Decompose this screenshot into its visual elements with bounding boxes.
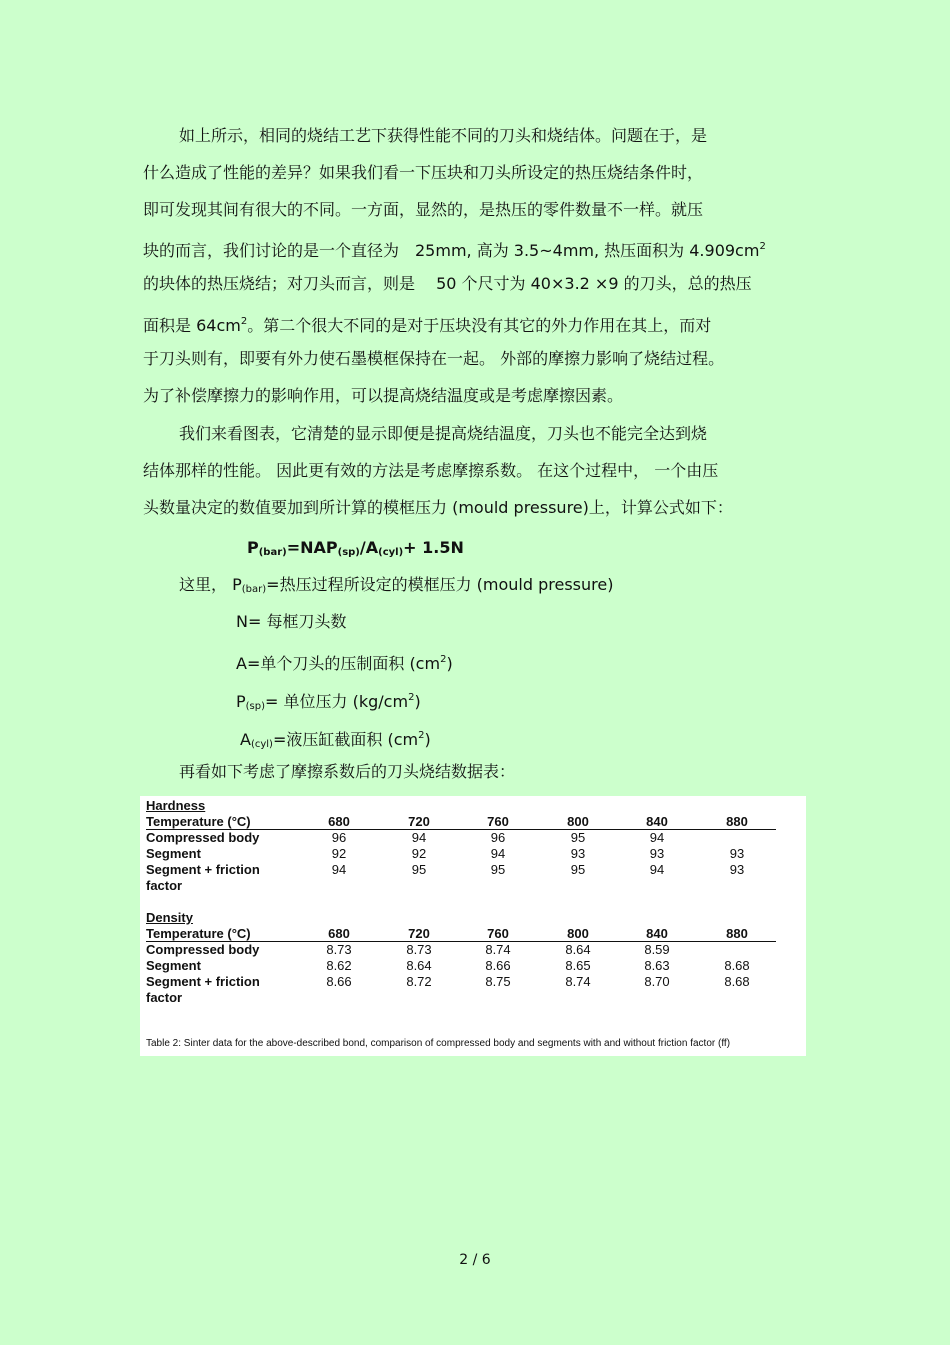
page-number: 2 / 6 [459, 1252, 491, 1268]
table-cell: 92 [411, 846, 427, 861]
table-cell: 94 [331, 862, 347, 877]
row-label-cont: factor [146, 878, 183, 893]
temp-label: Temperature (°C) [146, 814, 251, 829]
table-cell: 93 [729, 846, 745, 861]
paragraph-line: 我们来看图表，它清楚的显示即便是提高烧结温度，刀头也不能完全达到烧 [179, 424, 708, 443]
table-cell: 93 [729, 862, 745, 877]
table-cell: 96 [331, 830, 347, 845]
temp-header: 880 [726, 926, 748, 941]
row-label: Segment + friction [146, 974, 260, 989]
sinter-data-table [140, 796, 806, 1056]
table-cell: 8.74 [565, 974, 591, 989]
table-cell: 96 [490, 830, 506, 845]
temp-header: 800 [567, 926, 589, 941]
table-cell: 94 [411, 830, 427, 845]
row-label: Segment [146, 846, 201, 861]
temp-header: 760 [487, 814, 509, 829]
table-cell: 93 [570, 846, 586, 861]
definition-a: A=单个刀头的压制面积 $(cm^2)$ [236, 654, 453, 673]
paragraph-line: 块的而言，我们讨论的是一个直径为 25mm, 高为 3.5~4mm, 热压面积为 $4.909cm^2$ [143, 241, 766, 260]
table-cell: 8.66 [326, 974, 352, 989]
table-cell: 8.74 [485, 942, 511, 957]
temp-header: 760 [487, 926, 509, 941]
table-cell: 8.63 [644, 958, 670, 973]
table-cell: 8.62 [326, 958, 352, 973]
paragraph-line: 什么造成了性能的差异？如果我们看一下压块和刀头所设定的热压烧结条件时， [143, 163, 704, 182]
table-cell: 8.68 [724, 974, 750, 989]
table-cell: 8.73 [326, 942, 352, 957]
temp-header: 840 [646, 926, 668, 941]
table-cell: 8.70 [644, 974, 670, 989]
table-cell: 94 [490, 846, 506, 861]
table-cell: 95 [570, 862, 586, 877]
table-cell: 94 [649, 862, 665, 877]
paragraph-line: 头数量决定的数值要加到所计算的模框压力 (mould pressure)上，计算公式如下： [143, 498, 733, 517]
table-cell: 8.73 [406, 942, 432, 957]
paragraph-line: 即可发现其间有很大的不同。一方面，显然的，是热压的零件数量不一样。就压 [143, 200, 704, 219]
table-cell: 8.72 [406, 974, 432, 989]
table-intro: 再看如下考虑了摩擦系数后的刀头烧结数据表： [179, 762, 516, 781]
definition-intro: 这里， $P_{(bar)}=$热压过程所设定的模框压力 (mould pressure) [179, 575, 614, 595]
row-label: Segment + friction [146, 862, 260, 877]
table-cell: 93 [649, 846, 665, 861]
table-cell: 8.65 [565, 958, 591, 973]
table-cell: 8.75 [485, 974, 511, 989]
table-cell: 95 [411, 862, 427, 877]
table-cell: 92 [331, 846, 347, 861]
table-cell: 8.64 [406, 958, 432, 973]
paragraph-line: 面积是 $64cm^2$。第二个很大不同的是对于压块没有其它的外力作用在其上，而对 [143, 316, 712, 335]
paragraph-line: 为了补偿摩擦力的影响作用，可以提高烧结温度或是考虑摩擦因素。 [143, 386, 624, 405]
definition-psp: $P_{(sp)}=$ 单位压力 $(kg/cm^2)$ [236, 692, 421, 712]
table-cell: 8.64 [565, 942, 591, 957]
table-cell: 94 [649, 830, 665, 845]
table-cell: 95 [570, 830, 586, 845]
table-cell: 95 [490, 862, 506, 877]
row-label-cont: factor [146, 990, 183, 1005]
hardness-title: Hardness [146, 798, 206, 813]
temp-header: 880 [726, 814, 748, 829]
paragraph-line: 的块体的热压烧结；对刀头而言，则是 50 个尺寸为 40×3.2 ×9 的刀头，总的热压 [143, 274, 752, 293]
definition-acyl: $A_{(cyl)}=$液压缸截面积 $(cm^2)$ [240, 730, 431, 750]
table-cell: 8.59 [644, 942, 670, 957]
definition-n: N= 每框刀头数 [236, 612, 347, 631]
paragraph-line: 如上所示，相同的烧结工艺下获得性能不同的刀头和烧结体。问题在于，是 [179, 126, 708, 145]
temp-header: 680 [328, 926, 350, 941]
row-label: Segment [146, 958, 201, 973]
temp-header: 720 [408, 814, 430, 829]
formula: $P_{(bar)}=NAP_{(sp)}/A_{(cyl)}+ 1.5N$ [247, 538, 464, 558]
table-cell: 8.66 [485, 958, 511, 973]
temp-header: 840 [646, 814, 668, 829]
temp-label: Temperature (°C) [146, 926, 251, 941]
temp-header: 720 [408, 926, 430, 941]
table-caption: Table 2: Sinter data for the above-described bond, comparison of compressed body and segments with and without friction factor (ff) [146, 1038, 731, 1049]
density-title: Density [146, 910, 193, 925]
row-label: Compressed body [146, 830, 260, 845]
temp-header: 800 [567, 814, 589, 829]
temp-header: 680 [328, 814, 350, 829]
row-label: Compressed body [146, 942, 260, 957]
table-cell: 8.68 [724, 958, 750, 973]
paragraph-line: 结体那样的性能。 因此更有效的方法是考虑摩擦系数。 在这个过程中， 一个由压 [143, 461, 719, 480]
paragraph-line: 于刀头则有，即要有外力使石墨模框保持在一起。 外部的摩擦力影响了烧结过程。 [143, 349, 725, 368]
